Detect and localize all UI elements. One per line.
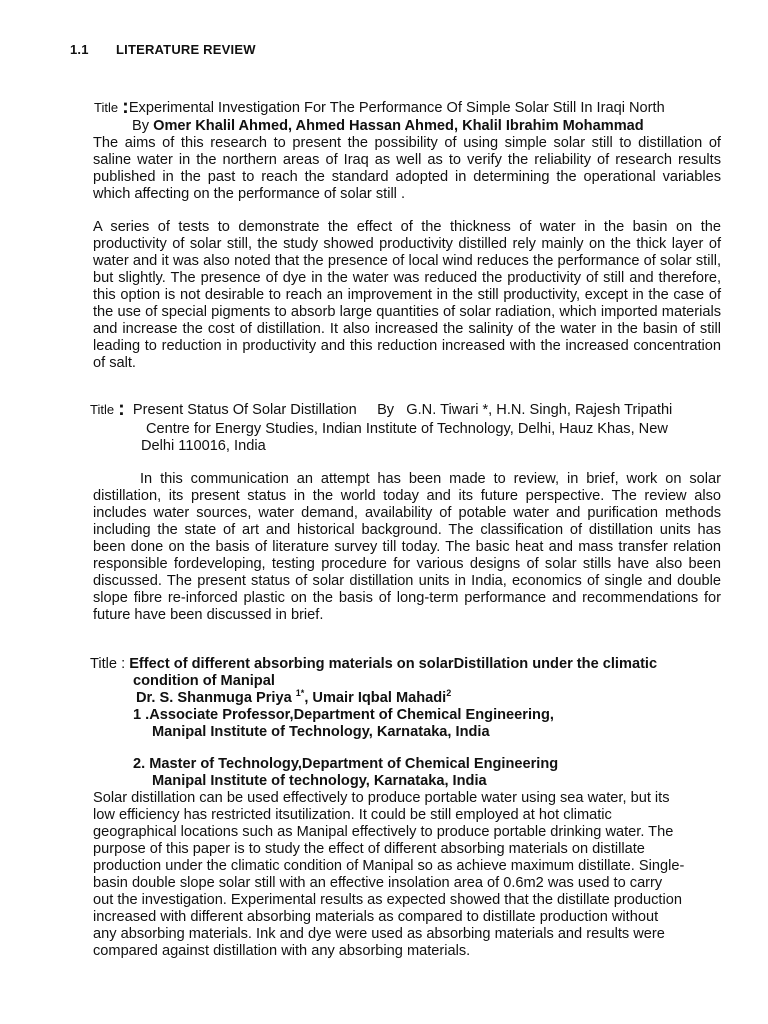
entry3-affil2-line1: 2. Master of Technology,Department of Chemical Engineering bbox=[133, 756, 559, 772]
entry3-abstract-line: Solar distillation can be used effectively to produce portable water using sea water, but its bbox=[93, 790, 670, 806]
entry3-title-line2: condition of Manipal bbox=[133, 673, 275, 689]
entry3-abstract-line: compared against distillation with any absorbing materials. bbox=[93, 943, 471, 959]
entry3-title-label: Title : bbox=[90, 656, 126, 672]
entry1-colon: : bbox=[122, 96, 129, 118]
entry1-paragraph-2: A series of tests to demonstrate the effect of the thickness of water in the basin on the productivity of solar still, the study showed productivity distilled rely mainly on the thick layer of water and it was also noted that the presence of local wind reduces the performance of solar still, but slightly. The presence of dye in the water was reduced the productivity of still and therefore, this option is not desirable to reach an improvement in the still productivity, except in the case of the use of special pigments to absorb large quantities of solar radiation, which imported materials and increase the cost of distillation. It also increased the salinity of the water in the basin of still leading to reduction in productivity and this reduction increased with the increased concentration of salt. bbox=[93, 219, 721, 371]
section-number: 1.1 bbox=[70, 42, 89, 57]
entry1-paragraph-1: The aims of this research to present the possibility of using simple solar still to distillation of saline water in the northern areas of Iraq as well as to verify the reliability of research results published in the past to reach the standard adopted in determining the operational variables which affecting on the performance of solar still . bbox=[93, 135, 721, 202]
entry3-abstract-line: production under the climatic condition of Manipal so as achieve maximum distillate. Single- bbox=[93, 858, 685, 874]
section-title: LITERATURE REVIEW bbox=[116, 42, 256, 57]
entry2-title-line bbox=[90, 400, 672, 419]
entry3-title-line1 bbox=[90, 656, 657, 673]
entry1-title-label: Title bbox=[94, 100, 119, 115]
entry3-title-part1: Effect of different absorbing materials on solarDistillation under the climatic bbox=[129, 656, 658, 672]
entry2-affiliation-line2: Delhi 110016, India bbox=[141, 438, 266, 454]
entry3-author1-sup: 1* bbox=[295, 688, 305, 699]
entry3-abstract-line: low efficiency has restricted itsutilization. It could be still employed at hot climatic bbox=[93, 807, 612, 823]
entry2-title-label: Title bbox=[90, 402, 115, 417]
entry3-authors bbox=[136, 690, 451, 707]
entry3-author2: , Umair Iqbal Mahadi bbox=[304, 690, 447, 706]
entry2-title: Present Status Of Solar Distillation bbox=[132, 402, 357, 418]
entry3-abstract-line: purpose of this paper is to study the effect of different absorbing materials on distillate bbox=[93, 841, 645, 857]
entry1-title: Experimental Investigation For The Performance Of Simple Solar Still In Iraqi North bbox=[128, 100, 665, 116]
entry3-abstract-line: basin double slope solar still with an effective insolation area of 0.6m2 was used to carry bbox=[93, 875, 663, 891]
entry3-affil1-line1: 1 .Associate Professor,Department of Chemical Engineering, bbox=[133, 707, 554, 723]
entry2-by: By bbox=[377, 402, 395, 418]
entry1-title-line bbox=[94, 98, 665, 117]
entry2-authors: G.N. Tiwari *, H.N. Singh, Rajesh Tripathi bbox=[406, 402, 673, 418]
entry1-by: By bbox=[132, 118, 150, 134]
entry3-abstract bbox=[93, 790, 684, 960]
entry1-authors: Omer Khalil Ahmed, Ahmed Hassan Ahmed, Khalil Ibrahim Mohammad bbox=[153, 118, 644, 134]
entry2-paragraph: In this communication an attempt has been made to review, in brief, work on solar distillation, its present status in the world today and its future perspective. The review also includes water sources, water demand, availability of potable water and purification methods including the state of art and historical background. The classification of distillation units has been done on the basis of literature survey till today. The basic heat and mass transfer relation responsible fordeveloping, testing procedure for various designs of solar stills have also been discussed. The present status of solar distillation units in India, economics of single and double slope fibre re-inforced plastic on the basis of long-term performance and recommendations for future have been discussed in brief. bbox=[93, 471, 721, 623]
entry1-byline bbox=[132, 118, 644, 135]
entry3-abstract-line: geographical locations such as Manipal effectively to produce portable drinking water. The bbox=[93, 824, 674, 840]
entry3-affil1-line2: Manipal Institute of Technology, Karnataka, India bbox=[152, 724, 490, 740]
entry3-abstract-line: out the investigation. Experimental results as expected showed that the distillate production bbox=[93, 892, 682, 908]
entry3-abstract-line: any absorbing materials. Ink and dye were used as absorbing materials and results were bbox=[93, 926, 665, 942]
entry3-affil2-line2: Manipal Institute of technology, Karnataka, India bbox=[152, 773, 487, 789]
entry3-author2-sup: 2 bbox=[446, 688, 452, 699]
section-heading bbox=[70, 42, 256, 57]
entry3-author1: Dr. S. Shanmuga Priya bbox=[136, 690, 292, 706]
entry2-affiliation-line1: Centre for Energy Studies, Indian Institute of Technology, Delhi, Hauz Khas, New bbox=[146, 421, 668, 437]
entry2-colon: : bbox=[118, 398, 125, 420]
entry3-abstract-line: increased with different absorbing materials as compared to distillate production without bbox=[93, 909, 659, 925]
